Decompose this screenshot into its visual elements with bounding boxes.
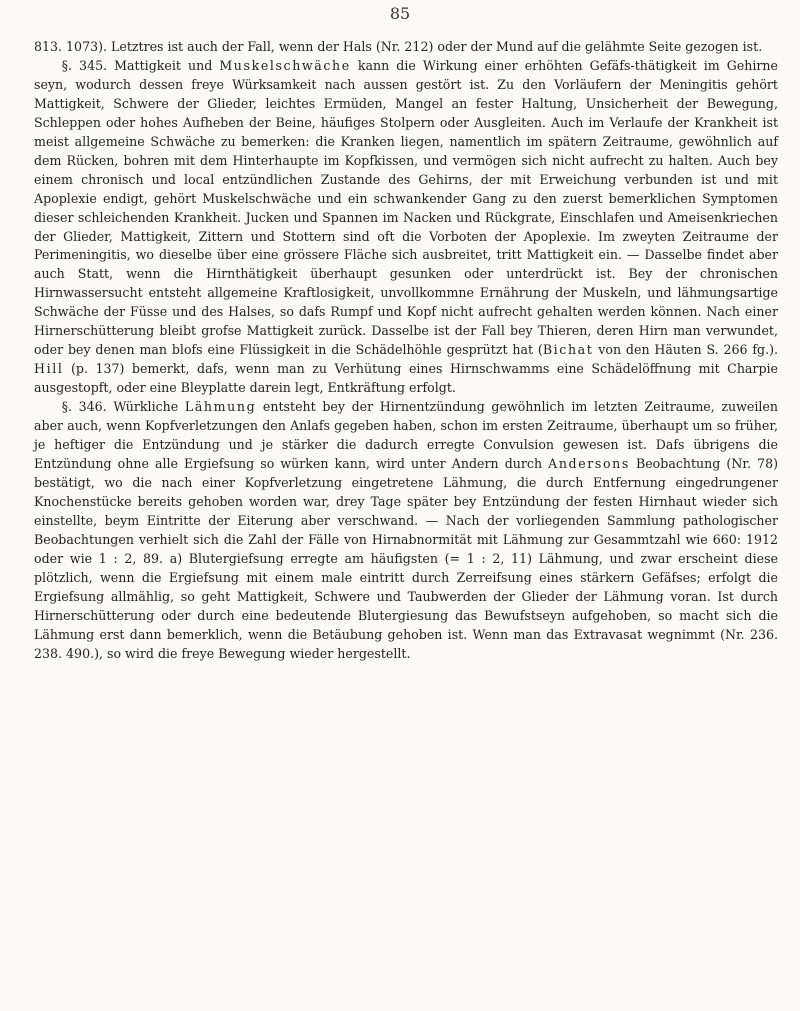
emphasis-andersons: Andersons	[548, 455, 630, 471]
paragraph-346	[34, 398, 778, 663]
paragraph-813	[34, 38, 778, 57]
paragraph-345	[34, 57, 778, 398]
emphasis-hill: Hill	[34, 361, 64, 377]
text-run: §. 346. Würkliche	[61, 399, 185, 415]
text-run: entsteht bey der Hirnentzündung gewöhnlich im letzten Zeitraume, zuweilen aber auch, wenn Kopfverletzungen den Anlafs gegeben haben, schon im ersten Zeitraume, überhaupt um so früher, je heftiger die Entzündung und je stärker die dadurch erregte Convulsion gewesen ist. Dafs übrigens die Entzündung ohne alle Ergiefsung so würken kann, wird unter Andern durch	[34, 399, 778, 471]
page-number: 85	[389, 4, 411, 23]
text-run: 813. 1073). Letztres ist auch der Fall, wenn der Hals (Nr. 212) oder der Mund auf die gelähmte Seite gezogen ist.	[34, 39, 763, 54]
text-run: §. 345. Mattigkeit und	[61, 57, 220, 73]
text-run: kann die Wirkung einer erhöhten Gefäfs-thätigkeit im Gehirne seyn, wodurch dessen freye Würksamkeit nach aussen gestört ist. Zu den Vorläufern der Meningitis gehört Mattigkeit, Schwere der Glieder, leichtes Ermüden, Mangel an fester Haltung, Unsicherheit der Bewegung, Schleppen oder hohes Aufheben der Beine, häufiges Stolpern oder Ausgleiten. Auch im Verlaufe der Krankheit ist meist allgemeine Schwäche zu bemerken: die Kranken liegen, namentlich im spätern Zeitraume, gewöhnlich auf dem Rücken, bohren mit dem Hinterhaupte im Kopfkissen, und vermögen sich nicht aufrecht zu halten. Auch bey einem chronisch und local entzündlichen Zustande des Gehirns, der mit Erweichung verbunden ist und mit Apoplexie endigt, gehört Muskelschwäche und ein schwankender Gang zu den zuerst bemerklichen Symptomen dieser schleichenden Krankheit. Jucken und Spannen im Nacken und Rückgrate, Einschlafen und Ameisenkriechen der Glieder, Mattigkeit, Zittern und Stottern sind oft die Vorboten der Apoplexie. Im zweyten Zeitraume der Perimeningitis, wo dieselbe über eine grössere Fläche sich ausbreitet, tritt Mattigkeit ein. — Dasselbe findet aber auch Statt, wenn die Hirnthätigkeit überhaupt gesunken oder unterdrückt ist. Bey der chronischen Hirnwassersucht entsteht allgemeine Kraftlosigkeit, unvollkommne Ernährung der Muskeln, und lähmungsartige Schwäche der Füsse und des Halses, so dafs Rumpf und Kopf nicht aufrecht gehalten werden können. Nach einer Hirnerschütterung bleibt grofse Mattigkeit zurück. Dasselbe ist der Fall bey Thieren, deren Hirn man verwundet, oder bey denen man blofs eine Flüssigkeit in die Schädelhöhle gesprützt hat (	[34, 57, 778, 358]
emphasis-muskelschwaeche: Muskelschwäche	[219, 57, 351, 73]
text-body	[34, 38, 778, 663]
emphasis-laehmung: Lähmung	[184, 399, 257, 415]
text-run: von den Häuten S. 266 fg.).	[593, 342, 778, 358]
text-run: Beobachtung (Nr. 78) bestätigt, wo die nach einer Kopfverletzung eingetretene Lähmung, die durch Entfernung eingedrungener Knochenstücke bereits gehoben worden war, drey Tage später bey Entzündung der festen Hirnhaut wieder sich einstellte, beym Eintritte der Eiterung aber verschwand. — Nach der vorliegenden Sammlung pathologischer Beobachtungen verhielt sich die Zahl der Fälle von Hirnabnormität mit Lähmung zur Gesammtzahl wie 660: 1912 oder wie 1 : 2, 89. a) Blutergiefsung erregte am häufigsten (= 1 : 2, 11) Lähmung, und zwar erscheint diese plötzlich, wenn die Ergiefsung mit einem male eintritt durch Zerreifsung eines stärkern Gefäfses; erfolgt die Ergiefsung allmählig, so geht Mattigkeit, Schwere und Taubwerden der Glieder der Lähmung voran. Ist durch Hirnerschütterung oder durch eine bedeutende Blutergiesung das Bewufstseyn aufgehoben, so macht sich die Lähmung erst dann bemerklich, wenn die Betäubung gehoben ist. Wenn man das Extravasat wegnimmt (Nr. 236. 238. 490.), so wird die freye Bewegung wieder hergestellt.	[34, 455, 778, 661]
text-run: (p. 137) bemerkt, dafs, wenn man zu Verhütung eines Hirnschwamms eine Schädelöffnung mit Charpie ausgestopft, oder eine Bleyplatte darein legt, Entkräftung erfolgt.	[34, 361, 778, 396]
emphasis-bichat: Bichat	[542, 342, 594, 358]
